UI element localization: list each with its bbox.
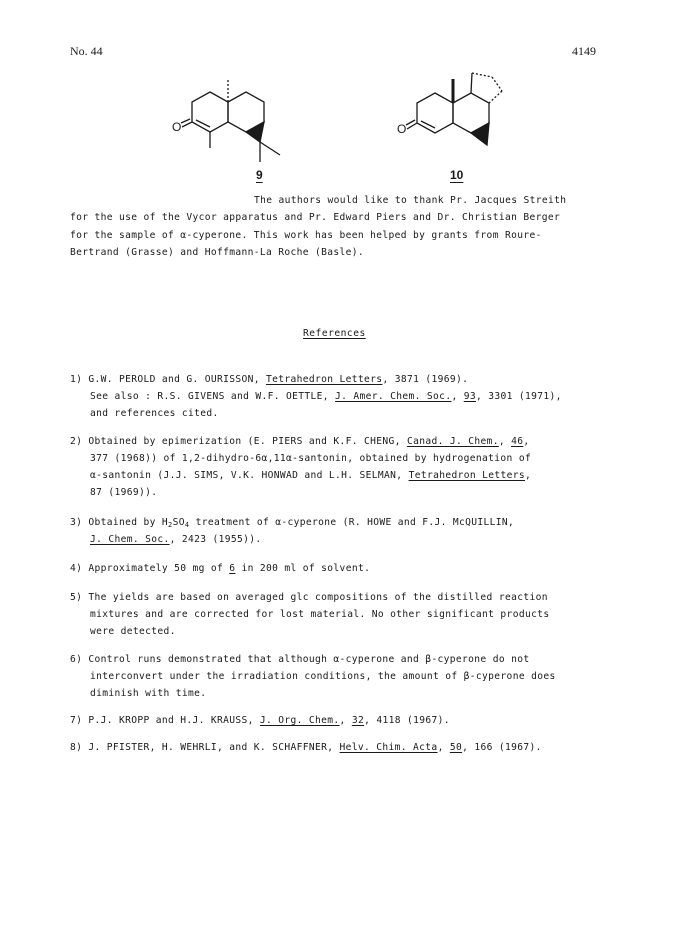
journal-title: J. Amer. Chem. Soc. xyxy=(335,391,452,402)
references-heading: References xyxy=(303,328,366,339)
acknowledgement-line-1: The authors would like to thank Pr. Jacques Streith xyxy=(254,195,567,206)
journal-title: Canad. J. Chem. xyxy=(406,436,499,447)
structure-9-diagram xyxy=(160,70,300,170)
structure-10-diagram xyxy=(390,65,530,165)
journal-title: J. Chem. Soc. xyxy=(90,534,170,545)
svg-text:O: O xyxy=(397,122,407,136)
reference-5-cont: were detected. xyxy=(90,626,176,637)
volume: 32 xyxy=(351,715,365,726)
reference-4: 4) Approximately 50 mg of 6 in 200 ml of solvent. xyxy=(70,563,371,574)
reference-6-cont: diminish with time. xyxy=(90,688,207,699)
reference-2-cont: α-santonin (J.J. SIMS, V.K. HONWAD and L.H. SELMAN, Tetrahedron Letters, xyxy=(90,470,532,481)
reference-1-cont: and references cited. xyxy=(90,408,219,419)
reference-1: 1) G.W. PEROLD and G. OURISSON, Tetrahedron Letters, 3871 (1969). xyxy=(70,374,469,385)
page-number: 4149 xyxy=(572,44,596,58)
reference-3-cont: J. Chem. Soc., 2423 (1955)). xyxy=(90,534,262,545)
acknowledgement-line-4: Bertrand (Grasse) and Hoffmann-La Roche (Basle). xyxy=(70,247,365,258)
reference-2: 2) Obtained by epimerization (E. PIERS and K.F. CHENG, Canad. J. Chem., 46, xyxy=(70,436,530,447)
reference-6-cont: interconvert under the irradiation conditions, the amount of β-cyperone does xyxy=(90,671,556,682)
compound-ref: 6 xyxy=(229,563,236,574)
volume: 93 xyxy=(463,391,476,402)
acknowledgement-line-3: for the sample of α-cyperone. This work has been helped by grants from Roure- xyxy=(70,230,542,241)
reference-8: 8) J. PFISTER, H. WEHRLI, and K. SCHAFFNER, Helv. Chim. Acta, 50, 166 (1967). xyxy=(70,742,542,753)
acknowledgement-line-2: for the use of the Vycor apparatus and Pr. Edward Piers and Dr. Christian Berger xyxy=(70,212,561,223)
reference-3: 3) Obtained by $H_2SO_4$ treatment of α-cyperone (R. HOWE and F.J. McQUILLIN, xyxy=(70,517,515,529)
compound-label-9: 9 xyxy=(256,168,263,182)
reference-5: 5) The yields are based on averaged glc compositions of the distilled reaction xyxy=(70,592,548,603)
reference-1-cont: See also : R.S. GIVENS and W.F. OETTLE, J. Amer. Chem. Soc., 93, 3301 (1971), xyxy=(90,391,562,402)
journal-issue: No. 44 xyxy=(70,44,103,58)
reference-5-cont: mixtures and are corrected for lost material. No other significant products xyxy=(90,609,550,620)
journal-title: Tetrahedron Letters xyxy=(408,470,525,481)
compound-label-10: 10 xyxy=(450,168,464,182)
volume: 46 xyxy=(511,436,524,447)
volume: 50 xyxy=(449,742,463,753)
reference-2-cont: 377 (1968)) of 1,2-dihydro-6α,11α-santonin, obtained by hydrogenation of xyxy=(90,453,532,464)
reference-2-cont: 87 (1969)). xyxy=(90,487,158,498)
journal-title: J. Org. Chem. xyxy=(259,715,340,726)
reference-7: 7) P.J. KROPP and H.J. KRAUSS, J. Org. Chem., 32, 4118 (1967). xyxy=(70,715,450,726)
journal-title: Tetrahedron Letters xyxy=(266,374,383,385)
journal-title: Helv. Chim. Acta xyxy=(339,742,438,753)
reference-6: 6) Control runs demonstrated that although α-cyperone and β-cyperone do not xyxy=(70,654,530,665)
svg-text:O: O xyxy=(172,120,182,134)
